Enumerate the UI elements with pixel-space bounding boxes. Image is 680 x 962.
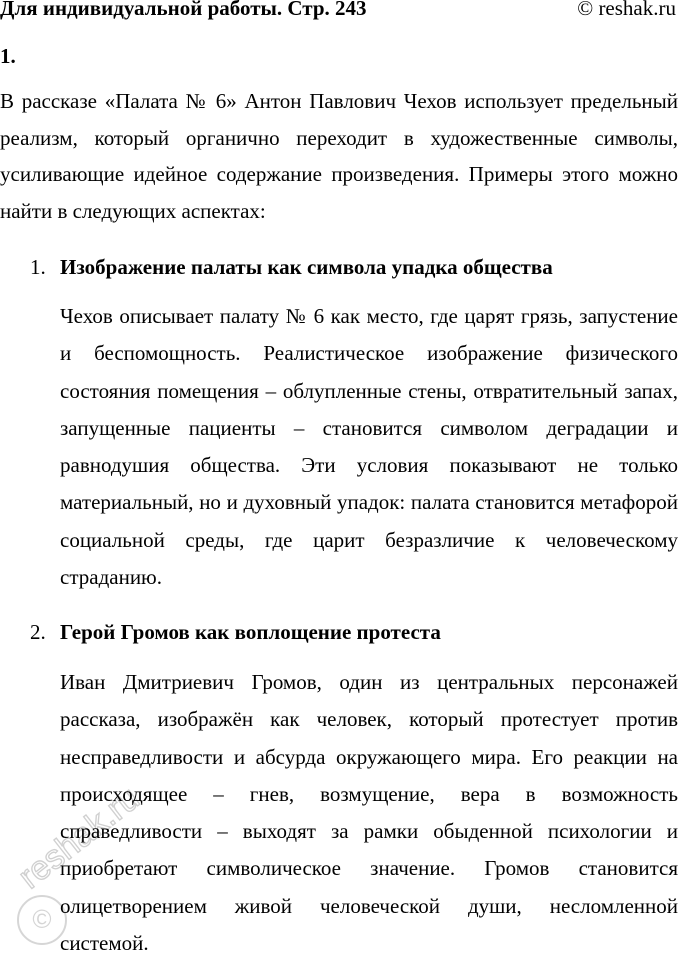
copyright-circle	[18, 896, 66, 944]
list-item-body-1: Чехов описывает палату № 6 как место, где царят грязь, запустение и беспомощность. Реалистическое изображение физического состояния помещения – облупленные стены, отвратительный запах, запущенные пациенты – становится символом деградации и равнодушия общества. Эти условия показывают не только материальный, но и духовный упадок: палата становится метафорой социальной среды, где царит безразличие к человеческому страданию.	[60, 304, 678, 590]
list-item-number-1: 1.	[30, 255, 46, 279]
site-credit: © reshak.ru	[577, 0, 676, 20]
watermark-copyright-symbol: ©	[32, 904, 52, 934]
watermark-text: reshak.ru	[11, 779, 147, 897]
list-item-title-1: Изображение палаты как символа упадка общества	[60, 255, 553, 279]
task-number: 1.	[0, 44, 16, 68]
list-item-body-2: Иван Дмитриевич Громов, один из центральных персонажей рассказа, изображён как человек, который протестует против несправедливости и абсурда окружающего мира. Его реакции на происходящее – гнев, возмущение, вера в возможность справедливости – выходят за рамки обыденной психологии и приобретают символическое значение. Громов становится олицетворением живой человеческой души, несломленной системой.	[60, 670, 678, 956]
page-header-title: Для индивидуальной работы. Стр. 243	[0, 0, 367, 20]
list-item-number-2: 2.	[30, 620, 46, 644]
intro-paragraph: В рассказе «Палата № 6» Антон Павлович Чехов использует предельный реализм, который органично переходит в художественные символы, усиливающие идейное содержание произведения. Примеры этого можно найти в следующих аспектах:	[0, 89, 678, 223]
list-item-title-2: Герой Громов как воплощение протеста	[60, 620, 441, 644]
